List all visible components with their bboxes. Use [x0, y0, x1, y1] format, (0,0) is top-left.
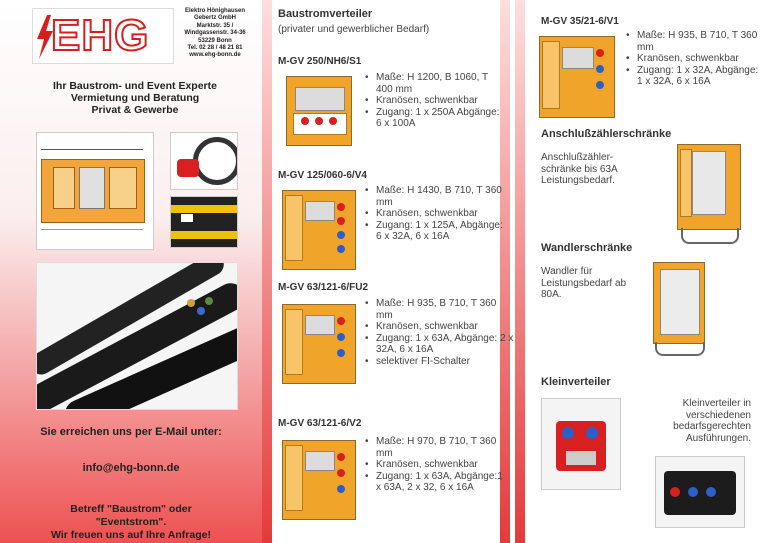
tagline: Ihr Baustrom- und Event Experte Vermietung und Beratung Privat & Gewerbe: [53, 80, 217, 116]
panel-divider: [515, 0, 525, 543]
meter-cabinet-image: [677, 144, 741, 230]
cabinet-diagram-photo: [36, 132, 154, 250]
section-title: Baustromverteiler: [278, 8, 373, 20]
logo-text: EHG: [51, 11, 150, 60]
right-panel: [515, 0, 768, 543]
panel-divider: [262, 0, 272, 543]
section-title: Wandlerschränke: [541, 242, 633, 254]
product-image: [539, 36, 615, 118]
product-name: M-GV 35/21-6/V1: [541, 16, 619, 27]
product-image: [286, 76, 352, 146]
small-distributor-photo: [655, 456, 745, 528]
section-subtitle: (privater und gewerblicher Bedarf): [278, 24, 430, 35]
section-text: Kleinverteiler in verschiedenen bedarfsgerechten Ausführungen.: [673, 398, 751, 444]
product-name: M-GV 63/121-6/V2: [278, 418, 362, 429]
left-panel: [0, 0, 262, 543]
section-title: Kleinverteiler: [541, 376, 611, 388]
contact-heading: Sie erreichen uns per E-Mail unter:: [40, 426, 222, 438]
contact-note: Betreff "Baustrom" oder "Eventstrom". Wir freuen uns auf Ihre Anfrage!: [51, 503, 211, 541]
product-name: M-GV 125/060-6/V4: [278, 170, 367, 181]
product-specs: • Maße: H 935, B 710, T 360 mm • Kranösen, schwenkbar • Zugang: 1 x 63A, Abgänge: 2 x 32A, 6 x 16A • selektiver FI-Schalter: [364, 298, 514, 367]
section-title: Anschlußzählerschränke: [541, 128, 672, 140]
cable-protector-photo: [170, 196, 238, 248]
product-image: [282, 440, 356, 520]
section-text: Anschlußzähler-schränke bis 63A Leistungsbedarf.: [541, 152, 618, 186]
small-distributor-photo: [541, 398, 621, 490]
cee-plug-photo: [170, 132, 238, 190]
product-image: [282, 304, 356, 384]
cabinet-stand: [681, 228, 739, 244]
product-specs: • Maße: H 1200, B 1060, T 400 mm • Kranösen, schwenkbar • Zugang: 1 x 250A Abgänge: 6 x 100A: [364, 72, 504, 130]
contact-email[interactable]: info@ehg-bonn.de: [82, 462, 180, 474]
product-image: [282, 190, 356, 270]
product-name: M-GV 63/121-6/FU2: [278, 282, 369, 293]
cabinet-stand: [655, 342, 705, 356]
product-specs: • Maße: H 970, B 710, T 360 mm • Kranösen, schwenkbar • Zugang: 1 x 63A, Abgänge:1 x 63A, 2 x 32, 6 x 16A: [364, 436, 504, 494]
logo: [32, 8, 174, 64]
section-text: Wandler für Leistungsbedarf ab 80A.: [541, 266, 627, 300]
product-specs: • Maße: H 935, B 710, T 360 mm • Kranösen, schwenkbar • Zugang: 1 x 32A, Abgänge: 1 x 32A, 6 x 16A: [625, 30, 765, 88]
middle-panel: [262, 0, 515, 543]
product-specs: • Maße: H 1430, B 710, T 360 mm • Kranösen, schwenkbar • Zugang: 1 x 125A, Abgänge: 6 x 32A, 6 x 16A: [364, 185, 504, 243]
company-address: Elektro Hönighausen Gebertz GmbH Marktstr. 35 / Windgassenstr. 34-36 53229 Bonn Tel. 02 28 / 48 21 81 www.ehg-bonn.de: [184, 8, 246, 59]
cables-photo: [36, 262, 238, 410]
product-name: M-GV 250/NH6/S1: [278, 56, 362, 67]
transformer-cabinet-image: [653, 262, 705, 344]
